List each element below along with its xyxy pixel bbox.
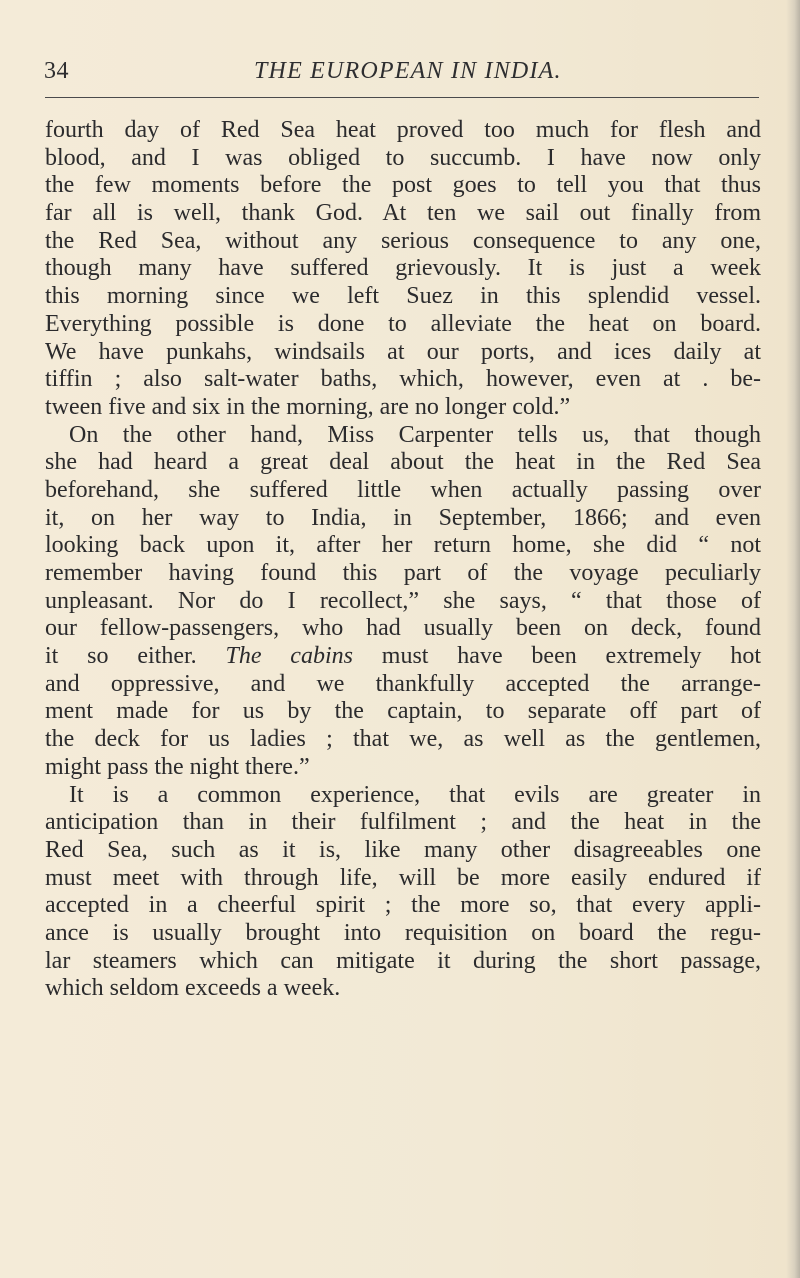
text-line: ance is usually brought into requisition on board the regu-: [45, 919, 761, 946]
text-line: blood, and I was obliged to succumb. I have now only: [45, 144, 761, 171]
text-line: the Red Sea, without any serious consequence to any one,: [45, 227, 761, 254]
page-edge-shadow: [786, 0, 800, 1278]
paragraph-end-line: might pass the night there.”: [45, 753, 310, 780]
italic-phrase: The cabins: [225, 643, 353, 670]
paragraph-start-line: It is a common experience, that evils are greater in: [69, 781, 761, 808]
text-line: Everything possible is done to alleviate the heat on board.: [45, 310, 761, 337]
paragraph-start-line: On the other hand, Miss Carpenter tells us, that though: [69, 421, 761, 448]
text-line: the few moments before the post goes to tell you that thus: [45, 172, 761, 199]
body-text: [45, 117, 761, 1003]
text-line: beforehand, she suffered little when actually passing over: [45, 476, 761, 503]
text-line: remember having found this part of the voyage peculiarly: [45, 560, 761, 586]
text-fragment: must have been extremely hot: [381, 643, 762, 670]
text-line: it, on her way to India, in September, 1866; and even: [45, 504, 761, 531]
text-line: We have punkahs, windsails at our ports, and ices daily at: [45, 338, 761, 365]
text-line: fourth day of Red Sea heat proved too much for flesh and: [45, 117, 761, 143]
text-line: looking back upon it, after her return home, she did “ not: [45, 532, 761, 559]
text-line: must meet with through life, will be more easily endured if: [45, 864, 761, 891]
text-line: she had heard a great deal about the heat in the Red Sea: [45, 449, 761, 476]
text-line: our fellow-passengers, who had usually been on deck, found: [45, 615, 761, 642]
text-line: Red Sea, such as it is, like many other disagreeables one: [45, 836, 761, 863]
text-line: anticipation than in their fulfilment ; and the heat in the: [45, 809, 761, 836]
page-number: 34: [44, 58, 69, 84]
text-fragment: it so either.: [45, 643, 197, 670]
text-line: this morning since we left Suez in this splendid vessel.: [45, 283, 761, 310]
text-line: the deck for us ladies ; that we, as well as the gentlemen,: [45, 726, 761, 753]
header-rule: [45, 97, 759, 98]
text-line: unpleasant. Nor do I recollect,” she says, “ that those of: [45, 587, 761, 614]
text-line-with-italic: [45, 643, 761, 671]
paragraph-end-line: tween five and six in the morning, are no longer cold.”: [45, 393, 571, 420]
running-title: THE EUROPEAN IN INDIA.: [254, 58, 562, 84]
text-line: tiffin ; also salt-water baths, which, however, even at . be-: [45, 366, 761, 393]
text-line: ment made for us by the captain, to separate off part of: [45, 698, 761, 725]
paragraph-end-line: which seldom exceeds a week.: [45, 975, 341, 1002]
text-line: though many have suffered grievously. It is just a week: [45, 255, 761, 282]
page-header: [44, 58, 760, 88]
text-line: lar steamers which can mitigate it during the short passage,: [45, 947, 761, 974]
text-line: far all is well, thank God. At ten we sail out finally from: [45, 200, 761, 227]
text-line: and oppressive, and we thankfully accepted the arrange-: [45, 670, 761, 697]
text-line: accepted in a cheerful spirit ; the more so, that every appli-: [45, 892, 761, 919]
